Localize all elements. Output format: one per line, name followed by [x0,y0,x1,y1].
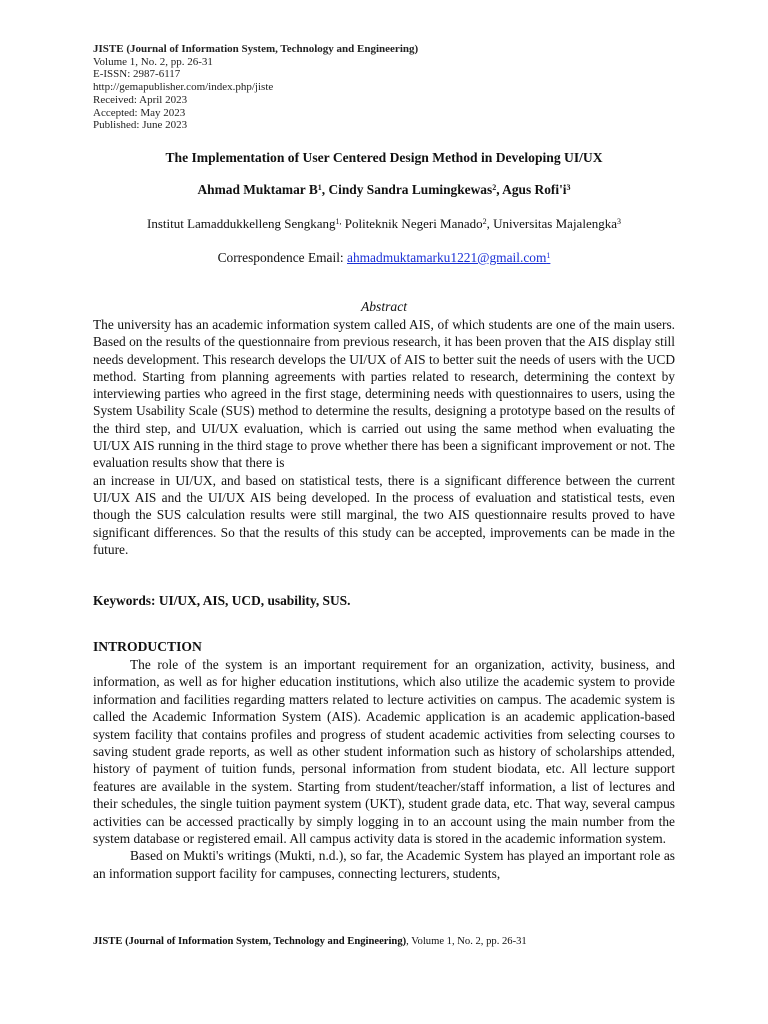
author-list [93,182,675,198]
author-2: Cindy Sandra Lumingkewas [328,182,493,197]
page-footer [93,936,675,947]
affiliation-1-marker: 1, [335,217,342,226]
footer-journal-name: JISTE (Journal of Information System, Technology and Engineering) [93,936,407,947]
affiliation-3: , Universitas Majalengka [486,216,617,231]
abstract-paragraph: an increase in UI/UX, and based on statistical tests, there is a significant difference between the current UI/UX AIS and the UI/UX AIS being developed. In the process of evaluation and statistical tests, even though the SUS calculation results were still marginal, the two AIS questionnaire results proved to have significant differences. So that the results of this study can be accepted, improvements can be made in the future. [93,472,675,557]
journal-name: JISTE (Journal of Information System, Technology and Engineering) [93,43,419,55]
author-1-marker: 1 [317,183,322,192]
abstract-heading: Abstract [360,299,408,314]
introduction-paragraph: The role of the system is an important requirement for an organization, activity, business, and information, as well as for higher education institutions, which also utilize the academic system to provide information and facilities regarding matters related to lecture activities on campus. The academic system is called the Academic Information System (AIS). Academic application is an academic application-based system facility that contains profiles and progress of student academic activities from selecting courses to saving student grade reports, as well as other student information such as history of scholarships attended, history of payment of tuition funds, personal information from student biodata, etc. All lecture support features are available in the system. Starting from student/teacher/staff information, a list of lectures and their schedules, the single tuition payment system (UKT), student grade data, etc. That way, several campus activities can be accessed practically by simply logging in to an account using the main number from the system database or registered email. All campus activity data is stored in the academic information system. [93,657,675,847]
keywords: Keywords: UI/UX, AIS, UCD, usability, SUS. [93,593,351,608]
correspondence-label: Correspondence Email: [217,250,347,265]
journal-eissn: E-ISSN: 2987-6117 [93,68,181,81]
affiliation-2: Politeknik Negeri Manado [341,216,483,231]
received-date: Received: April 2023 [93,93,188,106]
correspondence-email-link[interactable] [347,250,550,265]
footer-volume: , Volume 1, No. 2, pp. 26-31 [406,936,527,947]
journal-url[interactable]: http://gemapublisher.com/index.php/jiste [93,81,274,94]
correspondence [93,250,675,266]
affiliation-list [93,216,675,232]
journal-header [93,43,593,132]
author-separator: , [321,182,329,197]
author-2-marker: 2 [492,183,497,192]
affiliation-3-marker: 3 [616,217,621,226]
introduction-paragraph: Based on Mukti's writings (Mukti, n.d.), so far, the Academic System has played an important role as an information support facility for campuses, connecting lecturers, students, [93,848,675,881]
author-3-marker: 3 [566,183,571,192]
correspondence-email: ahmadmuktamarku1221@gmail.com [347,250,547,265]
author-3: Agus Rofi'i [502,182,567,197]
introduction-body [93,656,675,882]
author-1: Ahmad Muktamar B [197,182,318,197]
author-separator: , [496,182,503,197]
affiliation-1: Institut Lamaddukkelleng Sengkang [147,216,336,231]
accepted-date: Accepted: May 2023 [93,106,186,119]
affiliation-2-marker: 2 [482,217,487,226]
abstract-paragraph: The university has an academic information system called AIS, of which students are one of the main users. Based on the results of the questionnaire from previous research, it has been proven that the AIS display still needs development. This research develops the UI/UX of AIS to better suit the needs of users with the UCD method. Starting from planning agreements with parties related to research, determining the context by interviewing parties who agreed in the first stage, determining needs with questionnaires to users, using the System Usability Scale (SUS) method to determine the results, designing a prototype based on the results of the third step, and UI/UX evaluation, which is carried out using the same method when evaluating the UI/UX AIS running in the third stage to prove whether there has been a significant improvement or not. The evaluation results show that there is [93,317,675,471]
section-heading-introduction: INTRODUCTION [93,639,202,654]
published-date: Published: June 2023 [93,119,188,132]
email-marker: 1 [546,251,551,260]
paper-title: The Implementation of User Centered Design Method in Developing UI/UX [165,150,603,165]
journal-volume: Volume 1, No. 2, pp. 26-31 [93,55,213,68]
abstract-body [93,316,675,558]
